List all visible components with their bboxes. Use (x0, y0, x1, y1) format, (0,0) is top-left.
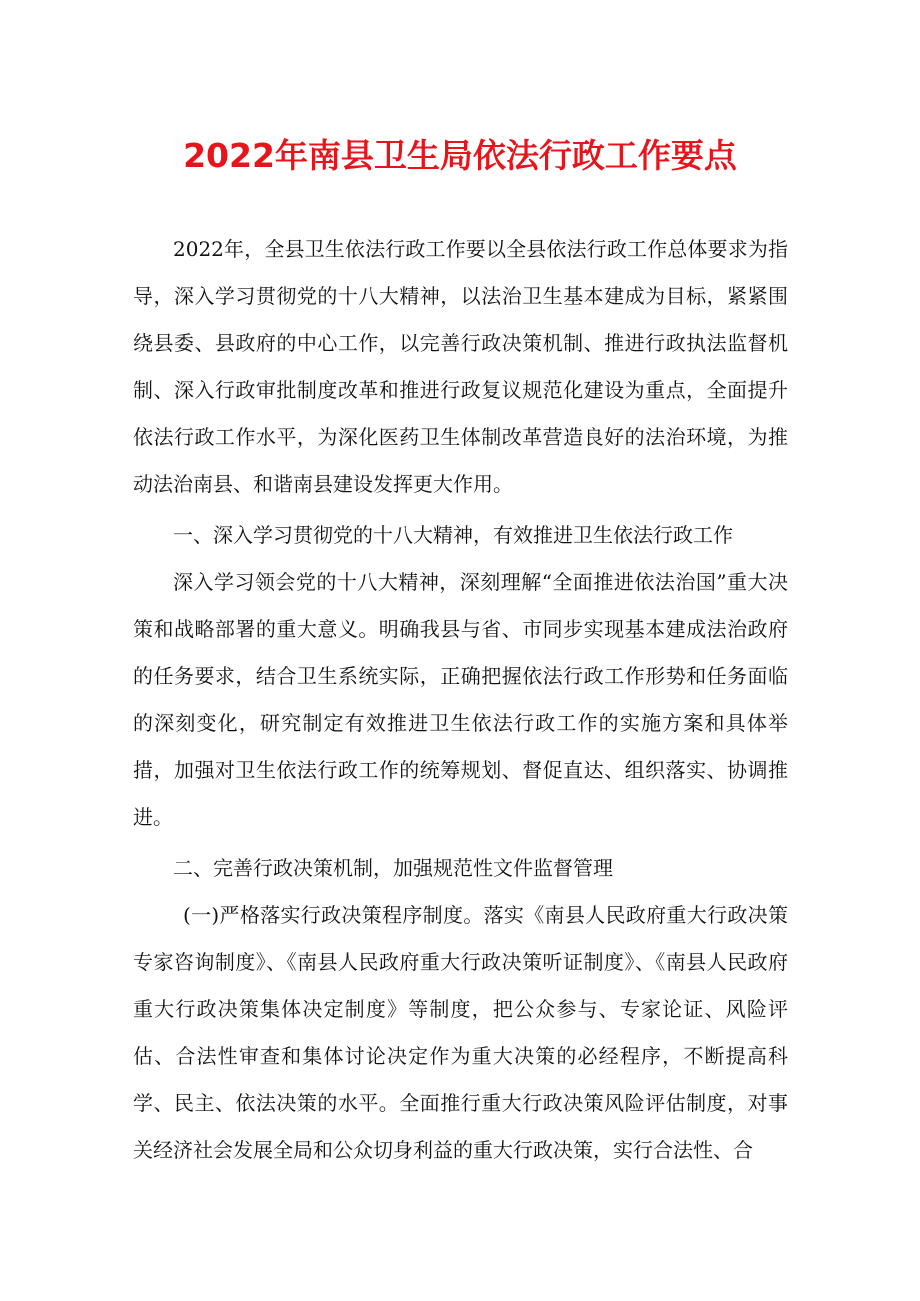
document-title: 2022年南县卫生局依法行政工作要点 (183, 136, 737, 175)
section-heading-2: 二、完善行政决策机制，加强规范性文件监督管理 (173, 856, 613, 880)
section-heading-1: 一、深入学习贯彻党的十八大精神，有效推进卫生依法行政工作 (173, 523, 733, 547)
section-1-paragraph: 深入学习领会党的十八大精神，深刻理解“全面推进依法治国”重大决策和战略部署的重大意义。明确我县与省、市同步实现基本建成法治政府的任务要求，结合卫生系统实际，正确把握依法行政工作形势和任务面临的深刻变化，研究制定有效推进卫生依法行政工作的实施方案和具体举措，加强对卫生依法行政工作的统筹规划、督促直达、组织落实、协调推进。 (133, 570, 788, 829)
intro-paragraph: 2022年，全县卫生依法行政工作要以全县依法行政工作总体要求为指导，深入学习贯彻党的十八大精神，以法治卫生基本建成为目标，紧紧围绕县委、县政府的中心工作，以完善行政决策机制、推进行政执法监督机制、深入行政审批制度改革和推进行政复议规范化建设为重点，全面提升依法行政工作水平，为深化医药卫生体制改革营造良好的法治环境，为推动法治南县、和谐南县建设发挥更大作用。 (133, 237, 788, 496)
section-2-item-1-paragraph: (一)严格落实行政决策程序制度。落实《南县人民政府重大行政决策专家咨询制度》、《南县人民政府重大行政决策听证制度》、《南县人民政府重大行政决策集体决定制度》等制度，把公众参与、专家论证、风险评估、合法性审查和集体讨论决定作为重大决策的必经程序，不断提高科学、民主、依法决策的水平。全面推行重大行政决策风险评估制度，对事关经济社会发展全局和公众切身利益的重大行政决策，实行合法性、合 (133, 903, 788, 1162)
document-body (133, 226, 788, 1174)
